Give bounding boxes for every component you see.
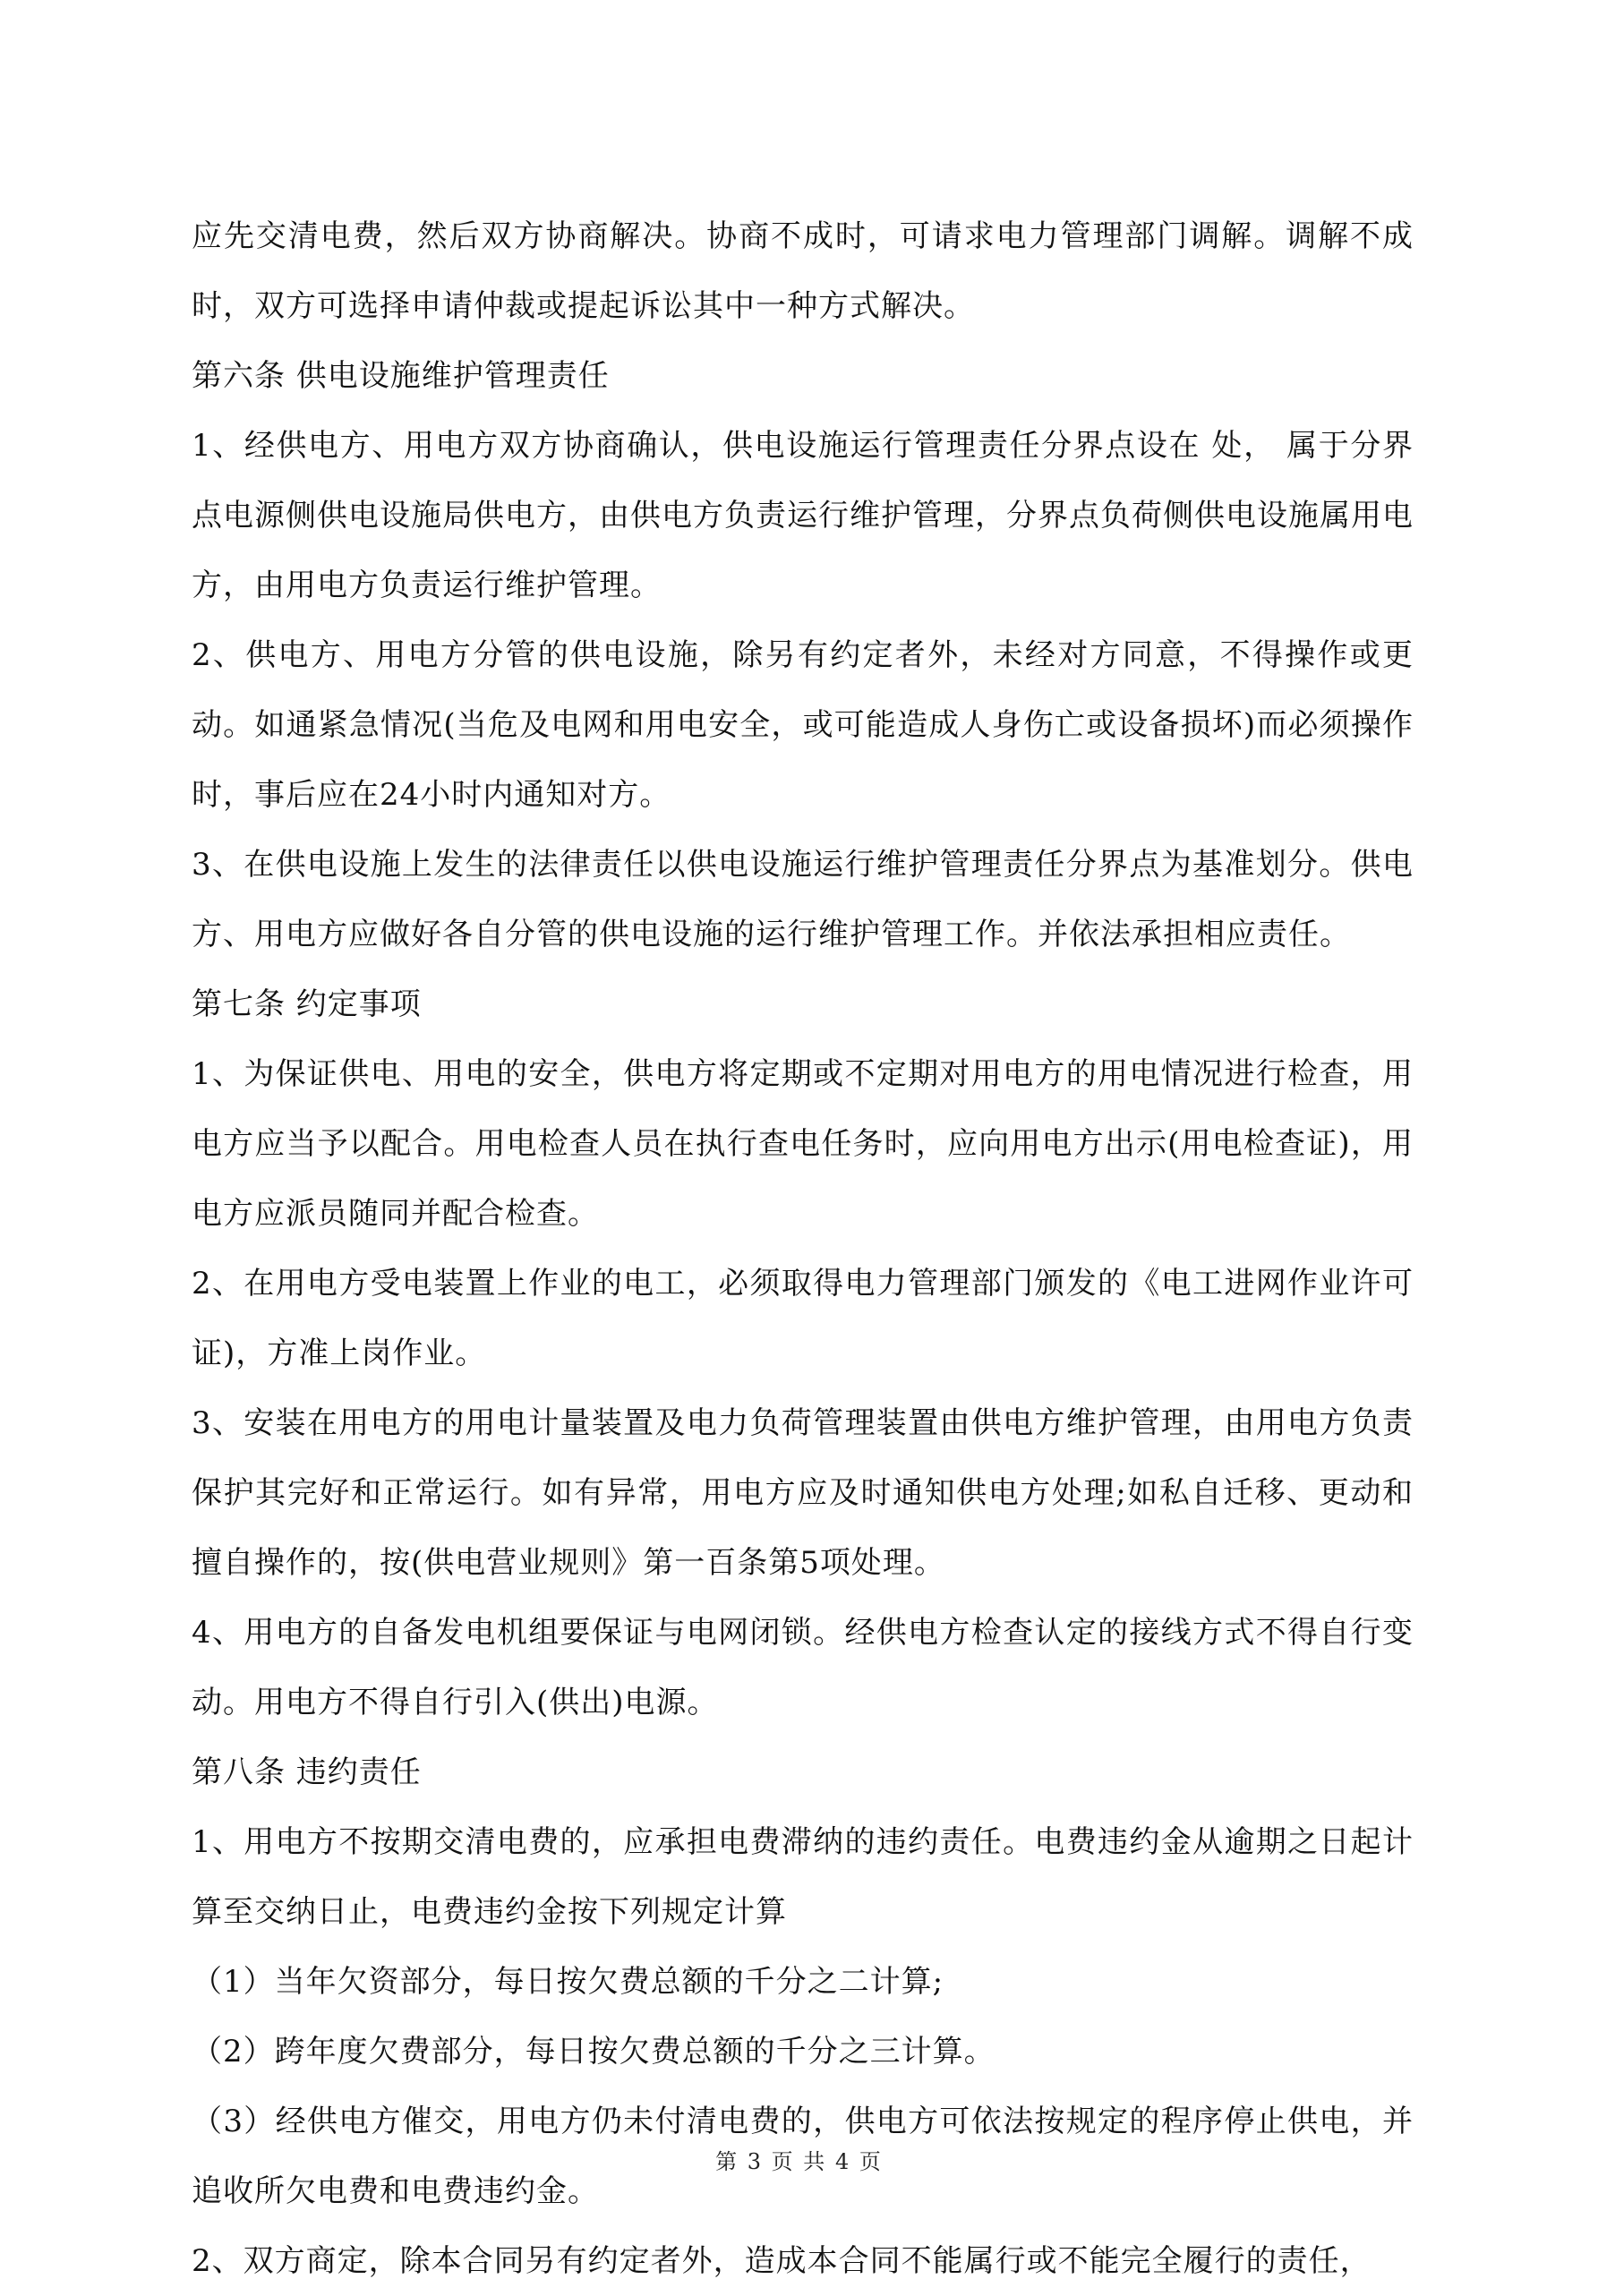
- article-8-subitem-2: （2）跨年度欠费部分，每日按欠费总额的千分之三计算。: [192, 2034, 996, 2070]
- article-7-item-2: 2、在用电方受电装置上作业的电工，必须取得电力管理部门颁发的《电工进网作业许可证)，方准上岗作业。: [192, 1266, 1414, 1371]
- article-6-heading: 第六条 供电设施维护管理责任: [192, 358, 610, 394]
- article-6-item-3: 3、在供电设施上发生的法律责任以供电设施运行维护管理责任分界点为基准划分。供电方、用电方应做好各自分管的供电设施的运行维护管理工作。并依法承担相应责任。: [192, 847, 1414, 952]
- page-number-footer: 第 3 页 共 4 页: [715, 2149, 883, 2174]
- article-7-item-4: 4、用电方的自备发电机组要保证与电网闭锁。经供电方检查认定的接线方式不得自行变动。用电方不得自行引入(供出)电源。: [192, 1615, 1414, 1720]
- article-8-item-2: 2、双方商定，除本合同另有约定者外，造成本合同不能属行或不能完全履行的责任，: [192, 2243, 1372, 2279]
- article-6-item-2: 2、供电方、用电方分管的供电设施，除另有约定者外，未经对方同意，不得操作或更动。如通紧急情况(当危及电网和用电安全，或可能造成人身伤亡或设备损坏)而必须操作时，事后应在24小时内通知对方。: [192, 637, 1414, 813]
- article-8-subitem-3: （3）经供电方催交，用电方仍未付清电费的，供电方可依法按规定的程序停止供电，并追收所欠电费和电费违约金。: [192, 2104, 1414, 2209]
- article-8-subitem-1: （1）当年欠资部分，每日按欠费总额的千分之二计算;: [192, 1964, 944, 2000]
- article-8-heading: 第八条 违约责任: [192, 1754, 422, 1790]
- article-6-item-1: 1、经供电方、用电方双方协商确认，供电设施运行管理责任分界点设在 处， 属于分界点电源侧供电设施局供电方，由供电方负责运行维护管理，分界点负荷侧供电设施属用电方，由用电方负责运行维护管理。: [192, 428, 1414, 603]
- document-body: [192, 201, 1414, 2296]
- article-7-item-1: 1、为保证供电、用电的安全，供电方将定期或不定期对用电方的用电情况进行检查，用电方应当予以配合。用电检查人员在执行查电任务时，应向用电方出示(用电检查证)，用电方应派员随同并配合检查。: [192, 1056, 1414, 1232]
- article-7-item-3: 3、安装在用电方的用电计量装置及电力负荷管理装置由供电方维护管理，由用电方负责保护其完好和正常运行。如有异常，用电方应及时通知供电方处理;如私自迁移、更动和擅自操作的，按(供电营业规则》第一百条第5项处理。: [192, 1405, 1414, 1581]
- article-8-item-1: 1、用电方不按期交清电费的，应承担电费滞纳的违约责任。电费违约金从逾期之日起计算至交纳日止，电费违约金按下列规定计算: [192, 1824, 1414, 1930]
- paragraph-dispute-resolution: 应先交清电费，然后双方协商解决。协商不成时，可请求电力管理部门调解。调解不成时，双方可选择申请仲裁或提起诉讼其中一种方式解决。: [192, 218, 1414, 324]
- article-7-heading: 第七条 约定事项: [192, 986, 422, 1022]
